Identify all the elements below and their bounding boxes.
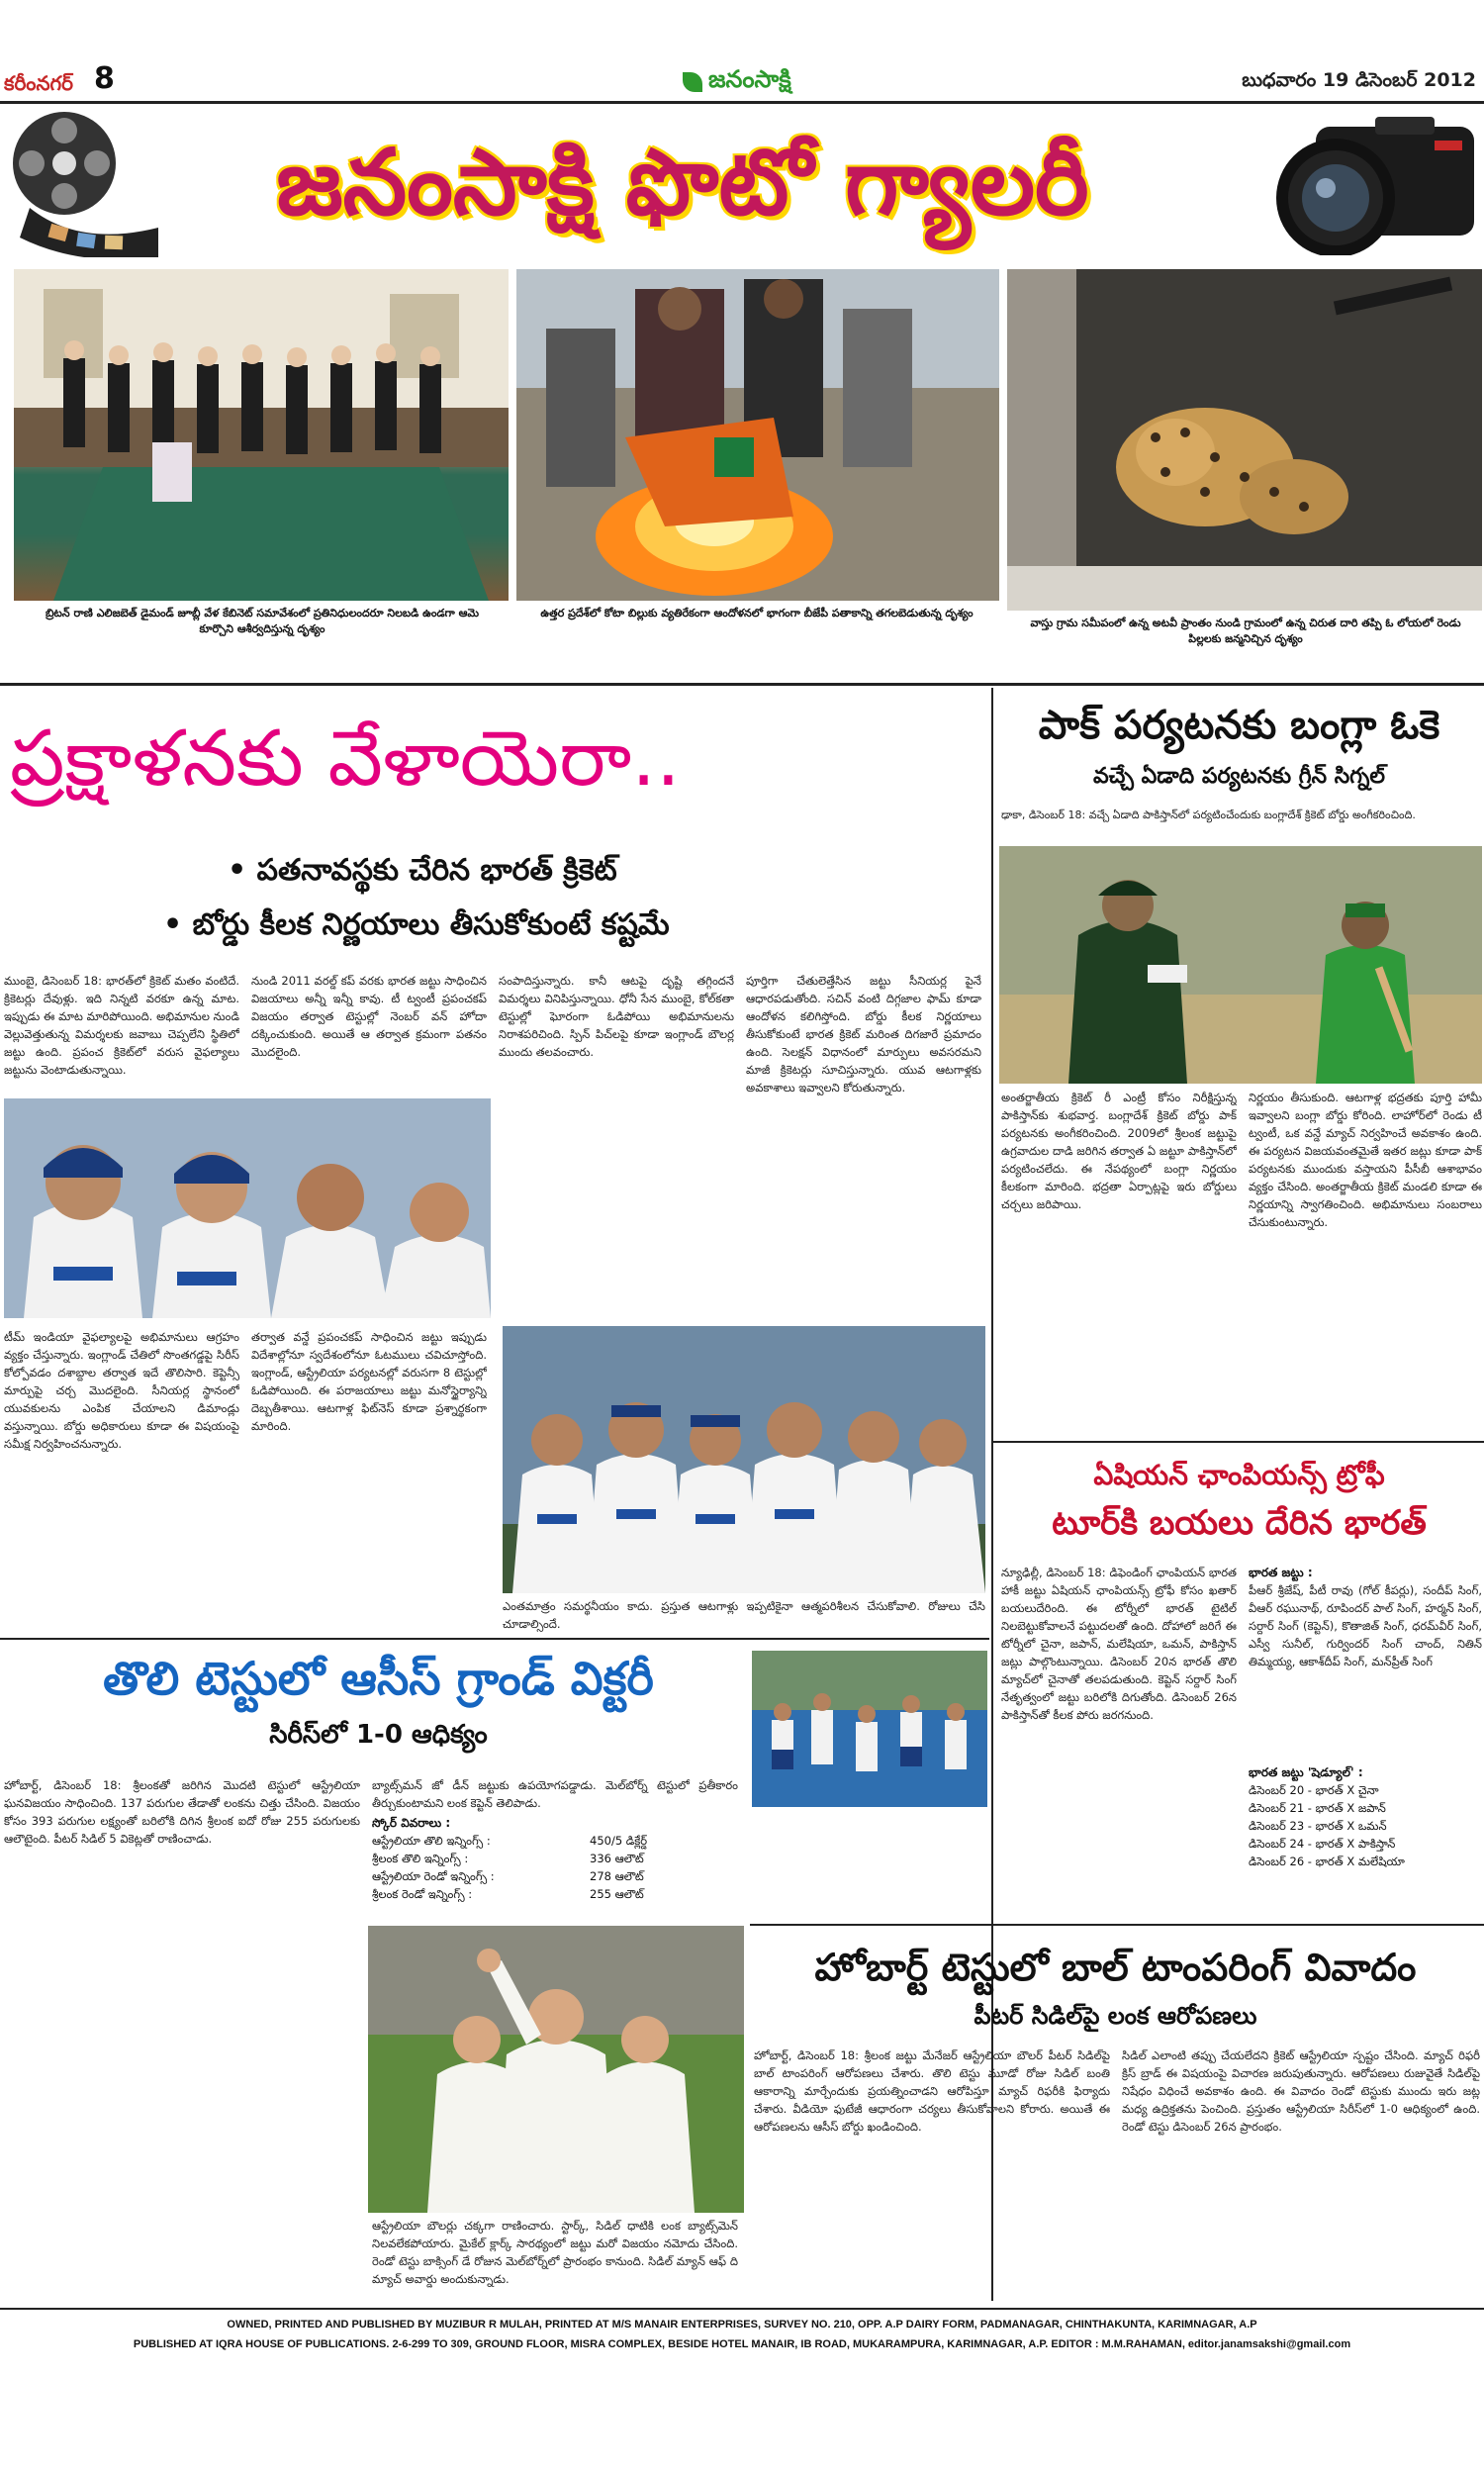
aussie-headline: తొలి టెస్టులో ఆసీస్ గ్రాండ్ విక్టరీ — [103, 1652, 654, 1705]
aussie-scorecard — [372, 1814, 738, 1921]
gallery-caption-1: బ్రిటన్ రాణి ఎలిజబెత్ డైమండ్ జూబ్లీ వేళ కేబినెట్ సమావేశంలో ప్రతినిధులందరూ నిలబడి ఉండగా ఆమె కూర్చొని ఆశీర్వదిస్తున్న దృశ్యం — [45, 607, 480, 635]
pak-dateline: ఢాకా, డిసెంబర్ 18: వచ్చే ఏడాది పాకిస్తాన్‌లో పర్యటించేందుకు బంగ్లాదేశ్ క్రికెట్ బోర్డు అంగీకరించింది. — [1001, 809, 1416, 821]
schedule-title: భారత జట్టు 'షెడ్యూల్' : — [1249, 1765, 1363, 1779]
hobart-subhead: పీటర్ సిడిల్‌పై లంక ఆరోపణలు — [974, 2002, 1257, 2030]
asian-col1: న్యూఢిల్లీ, డిసెంబర్ 18: డిఫెండింగ్ ఛాంపియన్ భారత హాకీ జట్టు ఏషియన్ ఛాంపియన్స్ ట్రోఫీ కోసం ఖతార్ బయలుదేరింది. ఈ టోర్నీలో భారత్ టైటిల్ నిలబెట్టుకోవాలనే పట్టుదలతో ఉంది. దోహాలో జరిగే ఈ టోర్నీలో చైనా, జపాన్, మలేషియా, ఒమన్, పాకిస్తాన్ జట్లు పాల్గొంటున్నాయి. డిసెంబర్ 20న భారత్ తొలి మ్యాచ్‌లో చైనాతో తలపడుతుంది. కెప్టెన్ సర్దార్ సింగ్ నేతృత్వంలో జట్టు బరిలోకి దిగుతోంది. డిసెంబర్ 26న పాకిస్తాన్‌తో కీలక పోరు జరగనుంది. — [1001, 1566, 1237, 1722]
schedule-item: డిసెంబర్ 23 - భారత్ X ఒమన్ — [1249, 1819, 1387, 1833]
score-row — [372, 1832, 738, 1850]
score-value: 336 ఆలౌట్ — [590, 1852, 644, 1865]
lead-col2-top: నుండి 2011 వరల్డ్ కప్ వరకు భారత జట్టు సాధించిన విజయాలు అన్నీ ఇన్నీ కావు. టీ ట్వంటీ ప్రపంచకప్ విజయం తర్వాత టెస్టుల్లో నెంబర్ వన్ హోదా దక్కించుకుంది. అయితే ఆ తర్వాత క్రమంగా పతనం మొదలైంది. — [251, 974, 487, 1059]
footer-rule — [0, 2308, 1484, 2310]
schedule-item: డిసెంబర్ 24 - భారత్ X పాకిస్తాన్ — [1249, 1837, 1396, 1851]
score-row — [372, 1885, 738, 1903]
logo-text: జనంసాక్షి — [708, 65, 791, 93]
gallery-caption-3: వాస్తు గ్రామ సమీపంలో ఉన్న అటవీ ప్రాంతం నుండి గ్రామంలో ఉన్న చిరుత దారి తప్పి ఓ లోయలో రెండు పిల్లలకు జన్మనిచ్చిన దృశ్యం — [1030, 617, 1461, 645]
leaf-icon — [683, 72, 702, 92]
masthead-logo — [683, 65, 791, 99]
aussie-col2-bottom: ఆస్ట్రేలియా బౌలర్లు చక్కగా రాణించారు. స్టార్క్, సిడిల్ ధాటికి లంక బ్యాట్స్‌మెన్ నిలవలేకపోయారు. మైకేల్ క్లార్క్ సారథ్యంలో జట్టు మరో విజయం నమోదు చేసింది. రెండో టెస్టు బాక్సింగ్ డే రోజున మెల్‌బోర్న్‌లో ప్రారంభం కానుంది. సిడిల్ మ్యాన్ ఆఫ్ ది మ్యాచ్ అవార్డు అందుకున్నాడు. — [372, 2219, 738, 2286]
gallery-photo-cabinet-meeting — [14, 269, 509, 601]
aussie-photo-celebration — [368, 1926, 744, 2213]
page-number: 8 — [94, 61, 115, 96]
pak-photo-cricket — [999, 846, 1482, 1084]
masthead — [0, 59, 1484, 103]
masthead-rule — [0, 101, 1484, 104]
footer-line-1: OWNED, PRINTED AND PUBLISHED BY MUZIBUR R MULAH, PRINTED AT M/S MANAIR ENTERPRISES, SURVEY NO. 210, OPP. A.P DAIRY FORM, PADMANAGAR, CHINTHAKUNTA, KARIMNAGAR, A.P — [227, 2319, 1257, 2331]
score-row — [372, 1850, 738, 1867]
lead-headline: ప్రక్షాళనకు వేళాయెరా.. — [10, 714, 681, 804]
schedule-item: డిసెంబర్ 21 - భారత్ X జపాన్ — [1249, 1801, 1386, 1815]
lead-col4-top: పూర్తిగా చేతులెత్తేసిన జట్టు సీనియర్ల పైనే ఆధారపడుతోంది. సచిన్ వంటి దిగ్గజాల ఫామ్ కూడా ఆందోళన కలిగిస్తోంది. బోర్డు కీలక నిర్ణయాలు తీసుకోకుంటే భారత క్రికెట్ మరింత దిగజారే ప్రమాదం ఉంది. సెలక్షన్ విధానంలో మార్పులు అవసరమని మాజీ క్రికెటర్లు సూచిస్తున్నారు. యువ ఆటగాళ్లకు అవకాశాలు ఇవ్వాలని కోరుతున్నారు. — [746, 974, 981, 1094]
gallery-banner — [0, 109, 1484, 265]
pak-col2: నిర్ణయం తీసుకుంది. ఆటగాళ్ల భద్రతకు పూర్తి హామీ ఇవ్వాలని బంగ్లా బోర్డు కోరింది. లాహోర్‌లో రెండు టీ ట్వంటీ, ఒక వన్డే మ్యాచ్ నిర్వహించే అవకాశం ఉంది. ఈ పర్యటన విజయవంతమైతే ఇతర జట్లు కూడా పాక్ పర్యటనకు ముందుకు వస్తాయని పీసీబీ ఆశాభావం వ్యక్తం చేసింది. అంతర్జాతీయ క్రికెట్ మండలి కూడా ఈ నిర్ణయాన్ని స్వాగతించింది. అభిమానులు సంబరాలు చేసుకుంటున్నారు. — [1249, 1091, 1482, 1229]
masthead-date: బుధవారం 19 డిసెంబర్ 2012 — [1242, 69, 1476, 91]
aussie-col2-intro: బ్యాట్స్‌మన్ జో డీన్ జట్టుకు ఉపయోగపడ్డాడు. మెల్‌బోర్న్ టెస్టులో ప్రతీకారం తీర్చుకుంటామని లంక కెప్టెన్ తెలిపాడు. — [372, 1778, 738, 1810]
pak-bottom-rule — [993, 1441, 1484, 1443]
schedule-item: డిసెంబర్ 26 - భారత్ X మలేషియా — [1249, 1855, 1405, 1868]
team-title: భారత జట్టు : — [1249, 1566, 1313, 1579]
lead-subhead-1: • పతనావస్థకు చేరిన భారత్ క్రికెట్ — [228, 853, 617, 888]
hobart-headline: హోబార్ట్ టెస్టులో బాల్ టాంపరింగ్ వివాదం — [814, 1946, 1417, 1989]
score-value: 450/5 డిక్లేర్డ్ — [590, 1834, 648, 1848]
scorecard-title: స్కోర్ వివరాలు : — [372, 1816, 451, 1830]
lead-bottom-rule — [0, 1638, 989, 1640]
hobart-col1: హోబార్ట్, డిసెంబర్ 18: శ్రీలంక జట్టు మేనేజర్ ఆస్ట్రేలియా బౌలర్ పీటర్ సిడిల్‌పై బాల్ టాంపరింగ్ ఆరోపణలు చేశారు. తొలి టెస్టు మూడో రోజు సిడిల్ బంతి ఆకారాన్ని మార్చేందుకు ప్రయత్నించాడని ఆరోపిస్తూ మ్యాచ్ రిఫరీకి ఫిర్యాదు చేశారు. వీడియో ఫుటేజీ ఆధారంగా చర్యలు తీసుకోవాలని కోరారు. అయితే ఈ ఆరోపణలను ఆసీస్ బోర్డు ఖండించింది. — [754, 2048, 1110, 2134]
score-row — [372, 1867, 738, 1885]
lead-subhead-2: • బోర్డు కీలక నిర్ణయాలు తీసుకోకుంటే కష్టమే — [163, 907, 670, 942]
lead-col1-bottom: టీమ్ ఇండియా వైఫల్యాలపై అభిమానులు ఆగ్రహం వ్యక్తం చేస్తున్నారు. ఇంగ్లాండ్ చేతిలో సొంతగడ్డపై సిరీస్ కోల్పోవడం దశాబ్దాల తర్వాత ఇదే తొలిసారి. కెప్టెన్సీ మార్పుపై చర్చ మొదలైంది. సీనియర్ల స్థానంలో యువకులను ఎంపిక చేయాలని డిమాండ్లు వస్తున్నాయి. బోర్డు అధికారులు కూడా ఈ విషయంపై సమీక్ష నిర్వహించనున్నారు. — [4, 1330, 239, 1451]
score-label: ఆస్ట్రేలియా రెండో ఇన్నింగ్స్ : — [372, 1869, 495, 1883]
gallery-bottom-rule — [0, 683, 1484, 686]
gallery-photo-leopard — [1007, 269, 1482, 611]
pak-subhead: వచ్చే ఏడాది పర్యటనకు గ్రీన్ సిగ్నల్ — [1093, 764, 1385, 789]
score-label: శ్రీలంక తొలి ఇన్నింగ్స్ : — [372, 1852, 469, 1865]
pak-headline: పాక్ పర్యటనకు బంగ్లా ఓకె — [1038, 703, 1440, 748]
schedule-item: డిసెంబర్ 20 - భారత్ X చైనా — [1249, 1783, 1379, 1797]
aussie-col1: హోబార్ట్, డిసెంబర్ 18: శ్రీలంకతో జరిగిన మొదటి టెస్టులో ఆస్ట్రేలియా ఘనవిజయం సాధించింది. 137 పరుగుల తేడాతో లంకను చిత్తు చేసింది. విజయం కోసం 393 పరుగుల లక్ష్యంతో బరిలోకి దిగిన శ్రీలంక ఐదో రోజు 255 పరుగులకు ఆలౌటైంది. పీటర్ సిడిల్ 5 వికెట్లతో రాణించాడు. — [4, 1778, 360, 1846]
film-reel-icon — [10, 109, 168, 257]
hobart-col2: సిడిల్ ఎలాంటి తప్పు చేయలేదని క్రికెట్ ఆస్ట్రేలియా స్పష్టం చేసింది. మ్యాచ్ రిఫరీ క్రిస్ బ్రాడ్ ఈ విషయంపై విచారణ జరుపుతున్నారు. ఆరోపణలు రుజువైతే సిడిల్‌పై నిషేధం విధించే అవకాశం ఉంది. ఈ వివాదం రెండో టెస్టుకు ముందు ఇరు జట్ల మధ్య ఉద్రిక్తతను పెంచింది. ప్రస్తుతం ఆస్ట్రేలియా సిరీస్‌లో 1-0 ఆధిక్యంలో ఉంది. రెండో టెస్టు డిసెంబర్ 26న ప్రారంభం. — [1122, 2048, 1480, 2134]
lead-photo-team-lineup — [503, 1326, 985, 1593]
gallery-banner-title: జనంసాక్షి ఫొటో గ్యాలరీ — [276, 130, 1089, 236]
score-value: 255 ఆలౌట్ — [590, 1887, 644, 1901]
pak-col1: అంతర్జాతీయ క్రికెట్ రీ ఎంట్రీ కోసం నిరీక్షిస్తున్న పాకిస్తాన్‌కు శుభవార్త. బంగ్లాదేశ్ క్రికెట్ బోర్డు పాక్ పర్యటనకు అంగీకరించింది. 2009లో శ్రీలంక జట్టుపై ఉగ్రవాదుల దాడి జరిగిన తర్వాత ఏ జట్టూ పాకిస్తాన్‌లో పర్యటించలేదు. ఈ నేపథ్యంలో బంగ్లా నిర్ణయం కీలకంగా మారింది. భద్రతా ఏర్పాట్లపై ఇరు బోర్డులు చర్చలు జరిపాయి. — [1001, 1091, 1237, 1211]
score-label: శ్రీలంక రెండో ఇన్నింగ్స్ : — [372, 1887, 473, 1901]
camera-icon — [1266, 117, 1479, 255]
asian-headline-2: టూర్‌కి బయలు దేరిన భారత్ — [1052, 1503, 1427, 1543]
lead-col2-bottom: తర్వాత వన్డే ప్రపంచకప్ సాధించిన జట్టు ఇప్పుడు విదేశాల్లోనూ స్వదేశంలోనూ ఓటములు చవిచూస్తోంది. ఇంగ్లాండ్, ఆస్ట్రేలియా పర్యటనల్లో వరుసగా 8 టెస్టుల్లో ఓడిపోయింది. ఈ పరాజయాలు జట్టు మనోస్థైర్యాన్ని దెబ్బతీశాయి. ఆటగాళ్ల ఫిట్‌నెస్ కూడా ప్రశ్నార్థకంగా మారింది. — [251, 1330, 487, 1433]
masthead-location: కరీంనగర్ — [4, 71, 73, 95]
lead-col34-bottom: ఎంతమాత్రం సమర్థనీయం కాదు. ప్రస్తుత ఆటగాళ్లు ఇప్పటికైనా ఆత్మపరిశీలన చేసుకోవాలి. రోజులు చేసి చూడాల్సిందే. — [503, 1599, 985, 1631]
asian-team-block — [1249, 1564, 1482, 1920]
asian-headline-1: ఏషియన్ ఛాంపియన్స్ ట్రోఫీ — [1093, 1459, 1385, 1491]
score-label: ఆస్ట్రేలియా తొలి ఇన్నింగ్స్ : — [372, 1834, 491, 1848]
asian-bottom-rule — [750, 1924, 1484, 1926]
aussie-subhead: సిరీస్‌లో 1-0 ఆధిక్యం — [269, 1720, 488, 1750]
lead-photo-dhoni-team — [4, 1098, 491, 1318]
lead-col1-top: ముంబై, డిసెంబర్ 18: భారత్‌లో క్రికెట్ మతం వంటిదే. క్రికెటర్లు దేవుళ్లు. ఇది నిన్నటి వరకూ ఉన్న మాట. ఇప్పుడు ఈ మాట మారిపోయింది. అభిమానుల నుండి వెల్లువెత్తుతున్న విమర్శలకు జవాబు చెప్పలేని స్థితిలో జట్టు ఉంది. ప్రపంచ క్రికెట్‌లో వరుస వైఫల్యాలు జట్టును వెంటాడుతున్నాయి. — [4, 974, 239, 1077]
lead-col3-top: సంపాదిస్తున్నారు. కానీ ఆటపై దృష్టి తగ్గిందనే విమర్శలు వినిపిస్తున్నాయి. ధోనీ సేన ముంబై, కోల్‌కతా టెస్టుల్లో ఘోరంగా ఓడిపోయి అభిమానులను నిరాశపరిచింది. స్పిన్ పిచ్‌లపై కూడా ఇంగ్లాండ్ బౌలర్ల ముందు తలవంచారు. — [499, 974, 734, 1059]
gallery-photo-flag-burning — [516, 269, 999, 601]
team-list: పీఆర్ శ్రీజేష్, పీటీ రావు (గోల్ కీపర్లు), సందీప్ సింగ్, వీఆర్ రఘునాథ్, రూపిందర్ పాల్ సింగ్, హర్మన్ సింగ్, సర్దార్ సింగ్ (కెప్టెన్), కొతాజిత్ సింగ్, ధరమ్‌వీర్ సింగ్, ఎస్వీ సునీల్, గుర్విందర్ సింగ్ చాంద్, నితిన్ తిమ్మయ్య, ఆకాశ్‌దీప్ సింగ్, మన్‌ప్రీత్ సింగ్ — [1249, 1583, 1482, 1668]
score-value: 278 ఆలౌట్ — [590, 1869, 644, 1883]
hockey-team-photo — [752, 1651, 987, 1807]
footer-line-2: PUBLISHED AT IQRA HOUSE OF PUBLICATIONS. 2-6-299 TO 309, GROUND FLOOR, MISRA COMPLEX, BESIDE HOTEL MANAIR, IB ROAD, MUKARAMPURA, KARIMNAGAR, A.P. EDITOR : M.M.RAHAMAN, editor.janamsakshi@gmail.com — [133, 2338, 1351, 2350]
gallery-caption-2: ఉత్తర ప్రదేశ్‌లో కోటా బిల్లుకు వ్యతిరేకంగా ఆందోళనలో భాగంగా బీజేపీ పతాకాన్ని తగలబెడుతున్న దృశ్యం — [540, 607, 974, 619]
